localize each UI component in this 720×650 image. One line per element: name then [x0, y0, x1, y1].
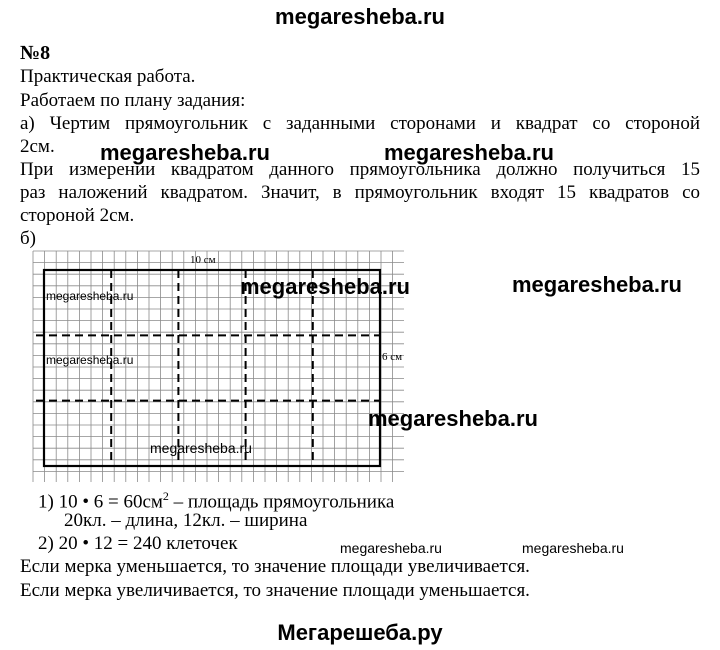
header-site-title: megaresheba.ru — [275, 4, 445, 29]
height-label: 6 см — [382, 351, 403, 363]
watermark: megaresheba.ru — [100, 140, 270, 165]
solution-step-1 — [38, 486, 394, 512]
text-line-1: Практическая работа. — [20, 66, 196, 87]
watermark: megaresheba.ru — [512, 272, 682, 297]
watermark: megaresheba.ru — [46, 353, 134, 367]
watermark: megaresheba.ru — [340, 540, 442, 556]
text-line-5: При измерении квадратом данного прямоугольника должно получиться 15 — [20, 159, 700, 180]
watermark: megaresheba.ru — [522, 540, 624, 556]
text-line-6: раз наложений квадратом. Значит, в прямоугольник входят 15 квадратов со — [20, 182, 700, 203]
solution-step-2: 2) 20 • 12 = 240 клеточек — [38, 533, 238, 554]
step-1-superscript: 2 — [162, 489, 169, 503]
watermark: megaresheba.ru — [46, 289, 134, 303]
conclusion-line-2: Если мерка увеличивается, то значение площади уменьшается. — [20, 580, 530, 601]
step-1-formula: 1) 10 • 6 = 60см — [38, 491, 163, 513]
text-line-7: стороной 2см. — [20, 205, 135, 226]
conclusion-line-1: Если мерка уменьшается, то значение площади увеличивается. — [20, 556, 530, 577]
step-1-description: – площадь прямоугольника — [168, 491, 395, 513]
text-line-8: б) — [20, 228, 36, 249]
watermark: megaresheba.ru — [384, 140, 554, 165]
watermark: megaresheba.ru — [368, 406, 538, 431]
width-label: 10 см — [190, 254, 216, 266]
footer-site-title: Мегарешеба.ру — [277, 620, 443, 645]
watermark: megaresheba.ru — [150, 440, 252, 456]
text-line-2: Работаем по плану задания: — [20, 90, 246, 111]
watermark: megaresheba.ru — [240, 274, 410, 299]
task-number: №8 — [20, 42, 51, 64]
text-line-3: а) Чертим прямоугольник с заданными сторонами и квадрат со стороной — [20, 113, 700, 134]
solution-step-1-detail: 20кл. – длина, 12кл. – ширина — [64, 510, 308, 531]
text-line-4: 2см. — [20, 136, 55, 157]
